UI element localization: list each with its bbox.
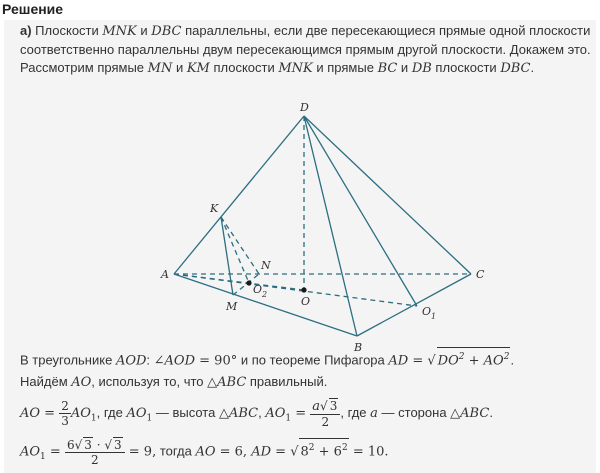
edge-DC <box>304 116 471 274</box>
power: 2 <box>458 352 465 362</box>
line-KM <box>221 217 233 295</box>
intro-paragraph <box>20 22 592 78</box>
text: тогда <box>156 443 196 459</box>
line-DO1 <box>304 116 417 306</box>
math: a <box>312 399 321 414</box>
text: и <box>136 23 152 38</box>
math: = <box>40 405 60 421</box>
part-label: а) <box>20 23 32 38</box>
math: MNK <box>102 24 137 39</box>
sqrt-symbol: √ <box>427 353 436 369</box>
edge-AB <box>174 274 357 336</box>
sqrt-symbol: √ <box>290 444 299 460</box>
text: . <box>510 352 515 368</box>
pythagoras-line <box>20 347 592 370</box>
math: a <box>370 405 378 421</box>
numerator: 6√ 3 · √ 3 <box>65 437 125 453</box>
math: = 90° <box>195 353 238 369</box>
math: = <box>45 444 65 460</box>
math: AO <box>20 444 41 460</box>
power: 2 <box>308 443 315 454</box>
math: = <box>291 405 311 421</box>
text: . <box>489 404 493 420</box>
label-O2: O <box>253 283 263 296</box>
math: AO <box>20 405 41 421</box>
math: AD <box>388 353 409 369</box>
label-D: D <box>300 101 309 114</box>
line-KN <box>221 217 259 274</box>
math: AO <box>195 444 216 460</box>
math: BC <box>377 61 398 76</box>
text: параллельны, если две пересекающиеся прямые одной плоскости соответственно параллельны двум пересекающимся прямым другой плоскости. Докажем это. Рассмотрим прямые <box>20 23 591 75</box>
math: DBC <box>151 24 182 39</box>
text: и <box>172 60 187 75</box>
text: плоскости <box>431 60 501 75</box>
math: △ABC <box>218 405 259 421</box>
text: и прямые <box>312 60 378 75</box>
solution-heading: Решение <box>2 1 64 17</box>
power: 2 <box>341 443 348 454</box>
text: Найдём <box>20 374 72 389</box>
math: △ABC <box>450 405 490 421</box>
numerator: 2 <box>61 399 69 413</box>
edge-AD <box>174 116 304 274</box>
math: AO <box>483 353 504 369</box>
label-C: C <box>476 268 485 281</box>
text: — сторона <box>377 404 451 420</box>
math: DO <box>437 353 459 369</box>
math: = 10. <box>348 444 389 460</box>
text: , где <box>96 404 127 420</box>
subscript: 1 <box>285 413 292 424</box>
math: △ABC <box>207 375 247 390</box>
denominator: 2 <box>321 415 330 429</box>
sqrt-body: 3 <box>114 438 122 452</box>
text: Плоскости <box>31 23 103 38</box>
math: 6 <box>333 444 342 460</box>
text: плоскости <box>209 60 279 75</box>
text: , используя то, что <box>91 374 208 389</box>
fraction-2-3 <box>59 399 71 428</box>
point-O <box>301 287 306 292</box>
math: = 6, <box>215 444 252 460</box>
ao1-calc-line <box>20 437 592 467</box>
text: , <box>258 404 266 420</box>
subscript: 1 <box>40 452 46 463</box>
math: · <box>92 438 105 452</box>
text: и по теореме Пифагора <box>237 352 389 368</box>
text: — высота <box>152 404 219 420</box>
line-AO <box>174 274 304 290</box>
math: AO <box>265 405 286 421</box>
math: AO <box>71 375 92 390</box>
sqrt-body: 3 <box>84 438 92 452</box>
power: 2 <box>503 352 510 362</box>
label-A: A <box>161 268 169 281</box>
find-ao-line <box>20 373 592 392</box>
math: 6 <box>66 438 75 452</box>
math: = <box>408 353 428 369</box>
text: и <box>397 60 412 75</box>
math: 8 <box>300 444 309 460</box>
math: + <box>314 444 334 460</box>
math: ∠AOD <box>153 353 196 369</box>
math: DBC <box>500 61 531 76</box>
edge-DB <box>304 116 357 336</box>
label-O1: O <box>422 305 432 318</box>
subscript: 1 <box>90 413 97 424</box>
text: В треугольнике <box>20 352 116 368</box>
math: KM <box>186 61 210 76</box>
line-KO2 <box>221 217 249 283</box>
text: правильный. <box>246 374 328 389</box>
math: AOD <box>115 353 147 369</box>
fraction-a-sqrt3-over-2 <box>310 398 340 429</box>
math: AD <box>251 444 272 460</box>
math: DB <box>411 61 432 76</box>
text: . <box>530 60 535 75</box>
sqrt-body: 3 <box>329 399 338 413</box>
denominator: 3 <box>61 414 69 428</box>
label-B: B <box>354 341 363 354</box>
label-M: M <box>226 300 238 313</box>
math: AO <box>126 405 147 421</box>
math: + <box>464 353 484 369</box>
point-O2 <box>246 280 251 285</box>
label-O2-sub: 2 <box>262 290 268 299</box>
text: , где <box>340 404 371 420</box>
numerator: a√ 3 <box>310 398 340 415</box>
denominator: 2 <box>90 453 99 467</box>
ao-formula-line <box>20 398 592 429</box>
fraction-6sqrt3-sqrt3-over-2 <box>65 437 125 467</box>
math: MN <box>147 61 173 76</box>
sqrt-body <box>437 347 511 370</box>
label-N: N <box>261 259 271 272</box>
label-K: K <box>210 202 219 215</box>
solution-card <box>4 20 596 473</box>
subscript: 1 <box>146 413 153 424</box>
math: = 9, <box>124 444 157 460</box>
text: : <box>146 352 154 368</box>
label-O: O <box>301 295 311 308</box>
math: = <box>271 444 291 460</box>
math: AO <box>70 405 91 421</box>
label-O1-sub: 1 <box>431 312 437 321</box>
sqrt-body <box>299 438 348 461</box>
math: MNK <box>278 61 313 76</box>
edge-BC <box>357 274 471 336</box>
